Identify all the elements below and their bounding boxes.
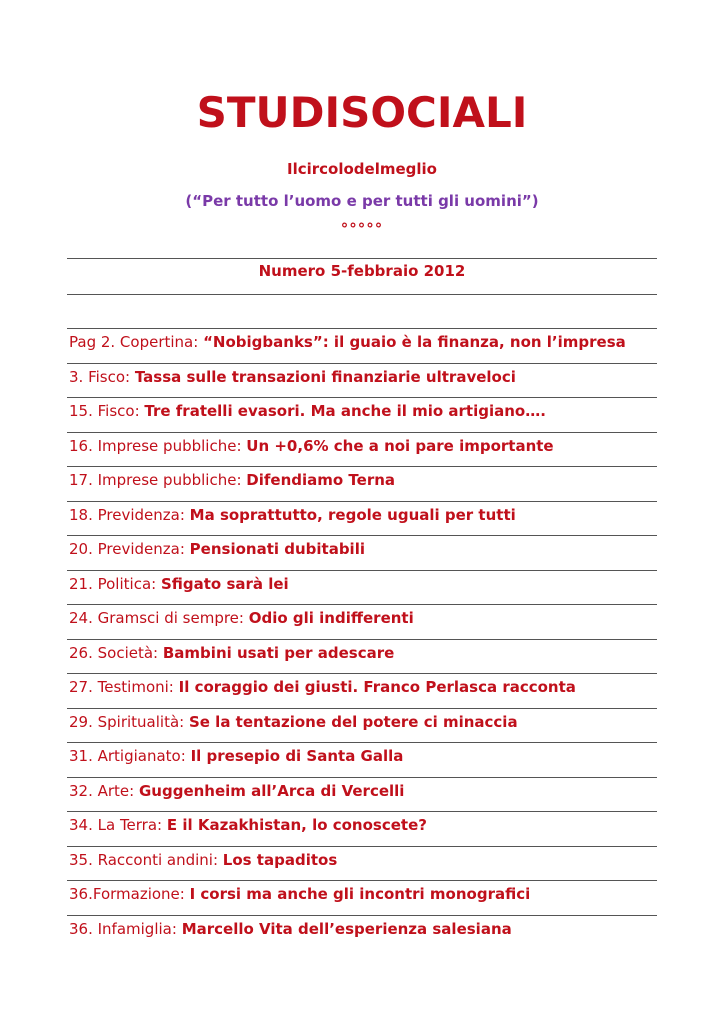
toc-section: Pag 2. Copertina:	[69, 333, 204, 351]
toc-headline: Odio gli indifferenti	[248, 609, 414, 627]
toc-entry	[67, 915, 657, 950]
toc-entry	[67, 777, 657, 812]
toc-headline: Tre fratelli evasori. Ma anche il mio artigiano….	[144, 402, 546, 420]
toc-section: 35. Racconti andini:	[69, 850, 223, 869]
toc-entry	[67, 466, 657, 501]
toc-entry	[67, 328, 657, 363]
table-of-contents	[67, 328, 657, 949]
toc-headline: Se la tentazione del potere ci minaccia	[188, 712, 518, 731]
toc-section: 32. Arte:	[69, 781, 139, 800]
toc-entry	[67, 742, 657, 777]
toc-entry	[67, 432, 657, 467]
toc-headline: Bambini usati per adescare	[162, 643, 395, 662]
toc-headline: Il presepio di Santa Galla	[190, 747, 404, 765]
toc-section: 17. Imprese pubbliche:	[69, 471, 247, 489]
toc-section: 20. Previdenza:	[69, 540, 190, 558]
ornament-divider: °°°°°	[340, 220, 384, 238]
toc-headline: Tassa sulle transazioni finanziarie ultraveloci	[134, 367, 516, 386]
toc-headline: Difendiamo Terna	[246, 471, 396, 489]
magazine-title: STUDISOCIALI	[196, 88, 528, 137]
toc-headline: Ma soprattutto, regole uguali per tutti	[189, 505, 516, 524]
toc-headline: Los tapaditos	[222, 850, 338, 869]
toc-entry	[67, 673, 657, 708]
toc-headline: Un +0,6% che a noi pare importante	[246, 436, 554, 455]
toc-entry	[67, 708, 657, 743]
toc-entry	[67, 363, 657, 398]
toc-section: 21. Politica:	[69, 574, 161, 593]
toc-entry	[67, 880, 657, 915]
toc-entry	[67, 501, 657, 536]
toc-section: 29. Spiritualità:	[69, 712, 189, 731]
toc-headline: Pensionati dubitabili	[189, 540, 365, 558]
toc-headline: Marcello Vita dell’esperienza salesiana	[181, 919, 512, 938]
toc-headline: Sfigato sarà lei	[160, 574, 289, 593]
toc-headline: I corsi ma anche gli incontri monografici	[189, 885, 531, 903]
rule-top	[67, 258, 657, 259]
toc-section: 18. Previdenza:	[69, 505, 190, 524]
toc-entry	[67, 397, 657, 432]
toc-entry	[67, 639, 657, 674]
toc-section: 16. Imprese pubbliche:	[69, 436, 247, 455]
rule-issue-bottom	[67, 294, 657, 295]
magazine-subtitle: Ilcircolodelmeglio	[287, 160, 437, 178]
magazine-motto: (“Per tutto l’uomo e per tutti gli uomini”)	[185, 192, 539, 210]
issue-label: Numero 5-febbraio 2012	[258, 262, 466, 280]
toc-section: 3. Fisco:	[69, 367, 135, 386]
toc-section: 24. Gramsci di sempre:	[69, 609, 249, 627]
toc-headline: “Nobigbanks”: il guaio è la finanza, non l’impresa	[203, 333, 626, 351]
toc-headline: Il coraggio dei giusti. Franco Perlasca racconta	[178, 678, 576, 696]
toc-section: 27. Testimoni:	[69, 678, 179, 696]
toc-entry	[67, 811, 657, 846]
toc-section: 36.Formazione:	[69, 885, 190, 903]
toc-section: 15. Fisco:	[69, 402, 145, 420]
toc-section: 31. Artigianato:	[69, 747, 191, 765]
toc-headline: E il Kazakhistan, lo conoscete?	[166, 816, 427, 834]
toc-entry	[67, 604, 657, 639]
toc-section: 36. Infamiglia:	[69, 919, 182, 938]
toc-entry	[67, 535, 657, 570]
toc-entry	[67, 570, 657, 605]
toc-headline: Guggenheim all’Arca di Vercelli	[138, 781, 405, 800]
toc-entry	[67, 846, 657, 881]
toc-section: 34. La Terra:	[69, 816, 167, 834]
toc-section: 26. Società:	[69, 643, 163, 662]
